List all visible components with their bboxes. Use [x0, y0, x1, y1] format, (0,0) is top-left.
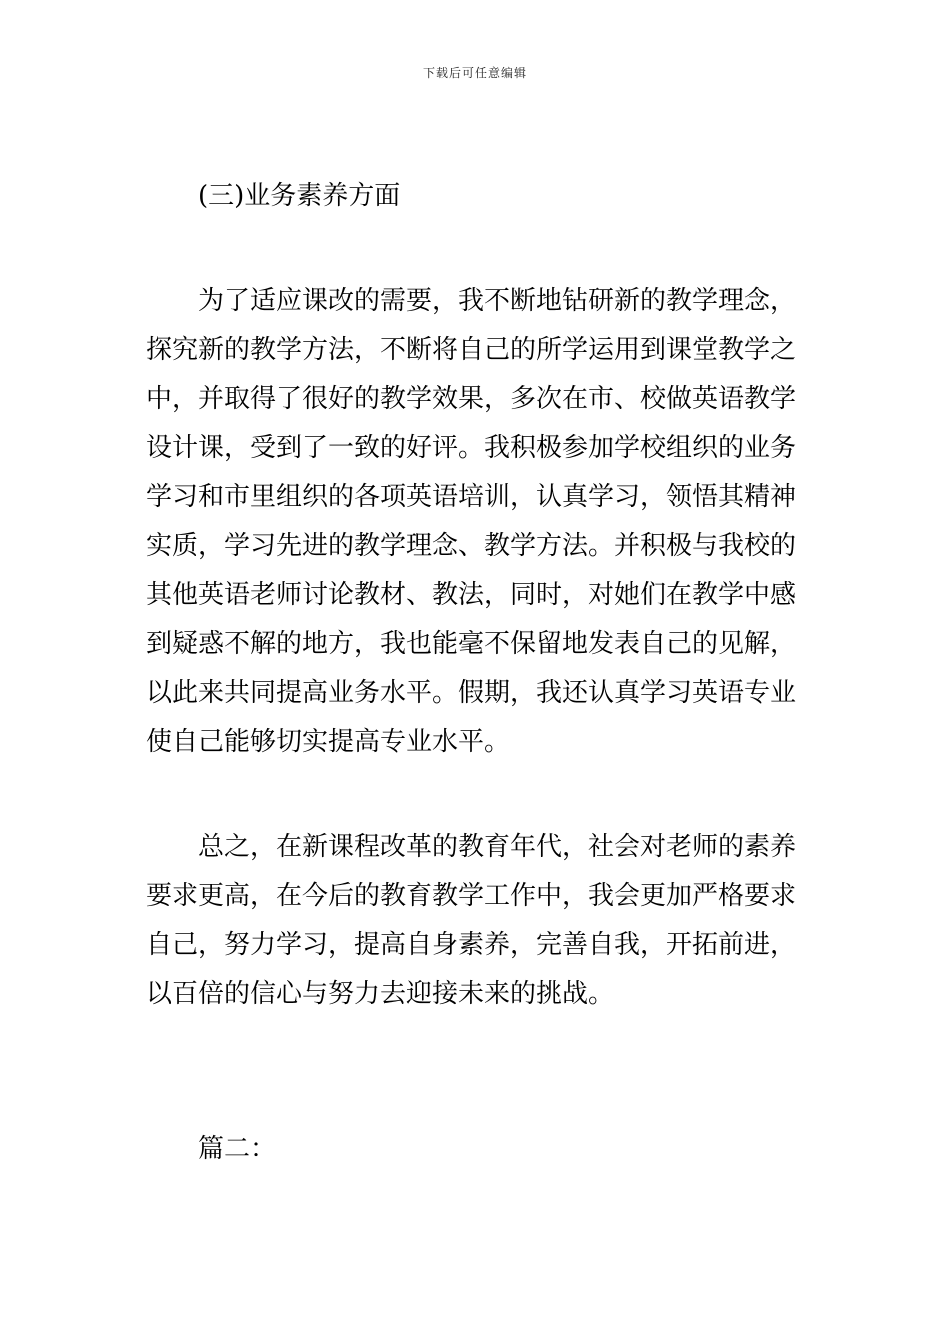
paragraph-line: 自己，努力学习，提高自身素养，完善自我，开拓前进， — [146, 930, 797, 960]
paragraph-2 — [146, 823, 806, 1019]
paragraph-line: 要求更高，在今后的教育教学工作中，我会更加严格要求 — [146, 881, 797, 911]
paragraph-line: 实质，学习先进的教学理念、教学方法。并积极与我校的 — [146, 531, 797, 561]
section-heading: (三)业务素养方面 — [198, 181, 401, 211]
paragraph-line: 探究新的教学方法，不断将自己的所学运用到课堂教学之 — [146, 335, 797, 365]
paragraph-line: 学习和市里组织的各项英语培训，认真学习，领悟其精神 — [146, 482, 797, 512]
paragraph-1 — [146, 277, 806, 767]
part-heading: 篇二： — [198, 1134, 277, 1164]
paragraph-line: 以百倍的信心与努力去迎接未来的挑战。 — [146, 979, 615, 1009]
paragraph-line: 到疑惑不解的地方，我也能毫不保留地发表自己的见解， — [146, 629, 797, 659]
paragraph-line: 使自己能够切实提高专业水平。 — [146, 727, 511, 757]
paragraph-line: 总之，在新课程改革的教育年代，社会对老师的素养 — [198, 832, 797, 862]
page-header-note: 下载后可任意编辑 — [422, 66, 527, 80]
paragraph-line: 为了适应课改的需要，我不断地钻研新的教学理念， — [198, 286, 797, 316]
paragraph-line: 其他英语老师讨论教材、教法，同时，对她们在教学中感 — [146, 580, 797, 610]
paragraph-line: 中，并取得了很好的教学效果，多次在市、校做英语教学 — [146, 384, 797, 414]
paragraph-line: 以此来共同提高业务水平。假期，我还认真学习英语专业 — [146, 678, 797, 708]
paragraph-line: 设计课，受到了一致的好评。我积极参加学校组织的业务 — [146, 433, 797, 463]
